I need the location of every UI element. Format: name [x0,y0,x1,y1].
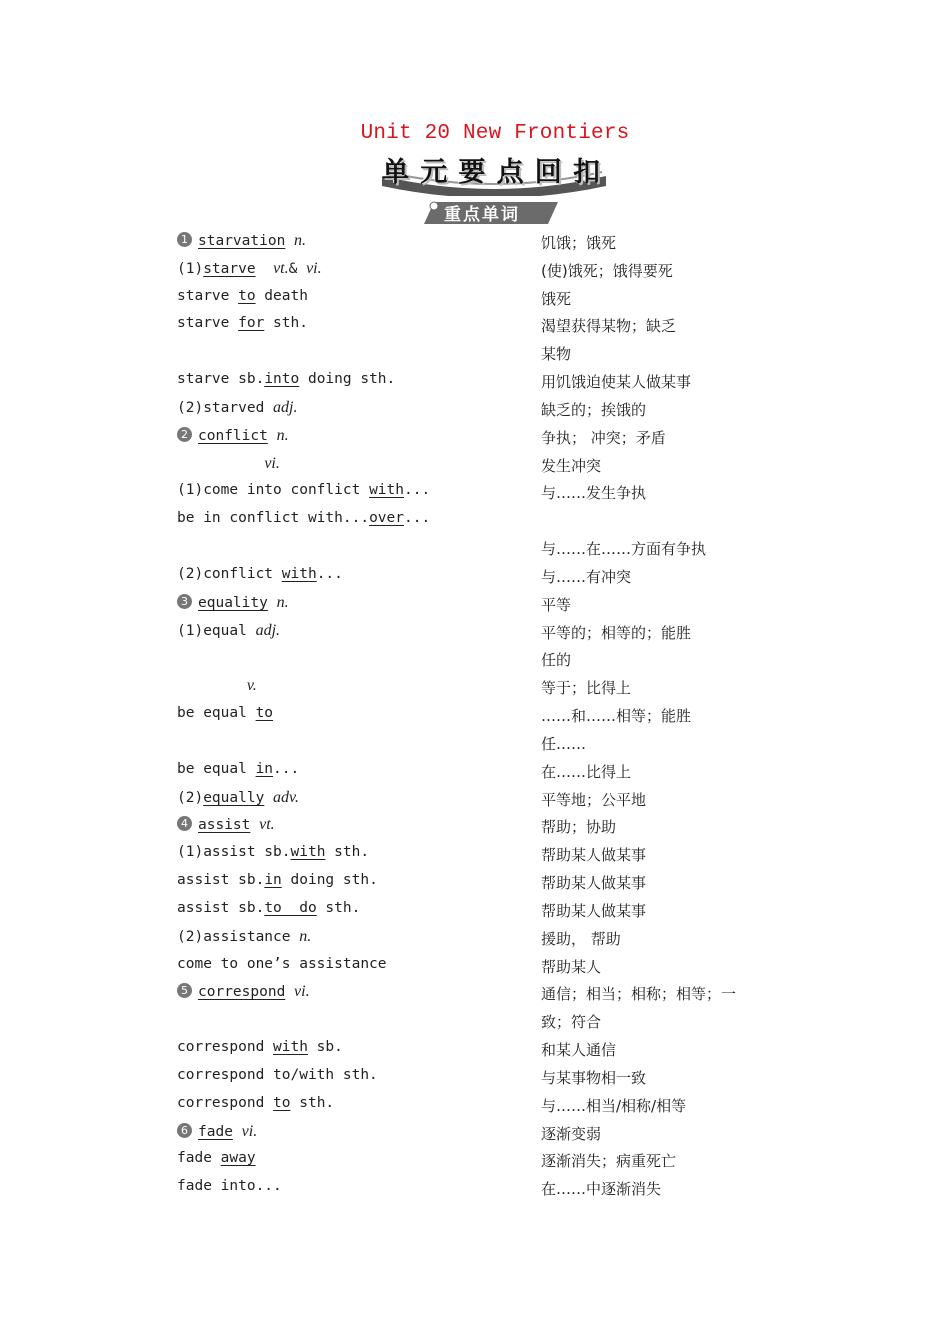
phrase-text: & [288,260,307,277]
blank-answer: in [264,872,282,889]
phrase-text [233,1124,242,1140]
phrase-text: sth. [316,899,361,916]
phrase-text: (1)assist sb. [177,844,291,861]
english-phrase [177,1178,282,1194]
phrase-text [250,817,259,833]
vocab-row [177,1011,777,1038]
phrase-text: starve [177,287,239,304]
vocab-row [177,510,777,537]
vocab-row [177,594,777,621]
vocab-row [177,677,777,704]
phrase-text [285,984,294,1000]
phrase-text: sth. [264,315,308,332]
english-phrase [177,427,289,445]
english-phrase [177,900,360,916]
section-title-key-words: 重点单词 [444,205,520,225]
phrase-text: assist sb. [177,899,265,916]
part-of-speech: n. [294,232,307,249]
part-of-speech: adv. [273,788,299,806]
english-phrase [177,677,257,695]
vocab-row [177,1095,777,1122]
english-phrase [177,482,430,498]
banner-char: 单 [382,157,411,188]
vocab-row [177,371,777,398]
blank-answer: correspond [198,984,286,1001]
phrase-text [285,233,294,249]
phrase-text: doing sth. [299,371,396,388]
entry-number-badge: 4 [177,816,192,831]
phrase-text: sth. [290,1094,335,1111]
part-of-speech: adj. [273,398,298,416]
phrase-text: starve [177,315,239,332]
chinese-meaning: 平等 [541,595,572,614]
chinese-meaning: 任的 [541,651,572,670]
phrase-text [264,790,273,806]
vocab-row [177,260,777,287]
phrase-text: ... [316,565,343,582]
english-phrase [177,232,306,250]
blank-answer: with [273,1039,308,1056]
english-phrase [177,844,369,860]
entry-number-badge: 6 [177,1123,192,1138]
part-of-speech: vi. [294,983,310,1001]
blank-answer: to do [264,899,317,916]
vocab-row [177,956,777,983]
phrase-text: death [255,287,308,304]
vocab-row [177,1178,777,1205]
banner-char: 扣 [572,157,602,188]
blank-answer: starve [203,260,256,277]
chinese-meaning: 渴望获得某物；缺乏 [541,317,677,336]
chinese-meaning: 在……中逐渐消失 [541,1180,662,1199]
blank-answer: away [220,1150,256,1167]
part-of-speech: v. [246,677,257,695]
phrase-text: correspond to/with sth. [177,1066,378,1083]
english-phrase [177,1123,257,1141]
chinese-meaning: 帮助某人 [541,957,602,976]
vocab-row [177,288,777,315]
blank-answer: conflict [198,427,268,444]
entry-number-badge: 3 [177,594,192,609]
phrase-text: ... [403,482,431,499]
part-of-speech: adj. [255,621,281,639]
part-of-speech: n. [276,426,289,444]
phrase-text: (2)assistance [177,928,300,945]
vocab-row [177,928,777,955]
chinese-meaning: 与……发生争执 [541,484,647,503]
banner-char: 点 [496,157,526,188]
vocab-row [177,232,777,259]
chinese-meaning: 争执； 冲突；矛盾 [541,428,666,447]
vocab-row [177,816,777,843]
blank-answer: with [281,565,317,582]
phrase-text: (2) [177,789,204,806]
chinese-meaning: 帮助某人做某事 [541,874,647,893]
phrase-text: (2)starved [177,399,274,416]
vocab-row [177,1150,777,1177]
english-phrase [177,1039,343,1055]
page-title: Unit 20 New Frontiers [360,122,630,145]
chinese-meaning: 用饥饿迫使某人做某事 [541,373,692,392]
chinese-meaning: 通信；相当；相称；相等；一 [541,985,737,1004]
vocab-row [177,733,777,760]
english-phrase [177,315,308,331]
chinese-meaning: 致；符合 [541,1013,602,1032]
chinese-meaning: 平等地；公平地 [541,790,647,809]
vocab-row [177,844,777,871]
vocab-row [177,1123,777,1150]
vocab-row [177,649,777,676]
chinese-meaning: 饿死 [541,289,572,308]
blank-answer: fade [198,1123,233,1140]
vocab-row [177,343,777,370]
vocab-row [177,427,777,454]
vocab-row [177,538,777,565]
chinese-meaning: 帮助；协助 [541,818,617,837]
phrase-text: correspond [177,1094,274,1111]
chinese-meaning: 饥饿；饿死 [541,234,617,252]
vocab-row [177,789,777,816]
vocab-row [177,872,777,899]
blank-answer: equality [198,594,268,611]
english-phrase [177,594,289,612]
phrase-text: doing sth. [281,872,378,889]
english-phrase [177,761,299,777]
blank-answer: assist [198,817,251,834]
vocab-row [177,1039,777,1066]
chinese-meaning: 等于；比得上 [541,679,632,698]
phrase-text: come to one’s assistance [177,955,387,972]
part-of-speech: vt. [259,816,275,834]
english-phrase [177,455,280,473]
english-phrase [177,956,387,972]
blank-answer: to [255,705,274,722]
part-of-speech: n. [299,927,312,945]
banner-char: 元 [420,157,450,188]
english-phrase [177,1095,334,1111]
blank-answer: with [369,482,404,499]
phrase-text: fade into... [177,1178,282,1195]
blank-answer: starvation [198,233,286,249]
chinese-meaning: 发生冲突 [541,456,602,475]
phrase-text: correspond [177,1039,274,1056]
phrase-text: fade [177,1150,221,1167]
english-phrase [177,1150,256,1166]
english-phrase [177,622,280,640]
banner-char: 回 [534,157,564,188]
blank-answer: equally [203,789,265,806]
part-of-speech: n. [276,593,289,611]
english-phrase [177,872,378,888]
vocab-row [177,900,777,927]
phrase-text: be equal [177,760,256,777]
phrase-text: ... [273,760,300,777]
vocab-row [177,705,777,732]
blank-answer: with [290,844,326,861]
chinese-meaning: 与……有冲突 [541,567,632,586]
vocab-row [177,983,777,1010]
chinese-meaning: (使)饿死；饿得要死 [541,261,673,280]
chinese-meaning: 逐渐变弱 [541,1124,602,1143]
blank-answer: to [238,287,256,304]
vocab-row [177,1067,777,1094]
blank-answer: to [273,1094,291,1111]
phrase-text [268,595,277,611]
phrase-text [268,428,277,444]
english-phrase [177,288,308,304]
blank-answer: in [255,760,274,777]
chinese-meaning: 逐渐消失；病重死亡 [541,1152,677,1171]
chinese-meaning: 与某事物相一致 [541,1068,647,1087]
part-of-speech: vi. [241,1122,258,1140]
banner-char: 要 [458,157,488,188]
chinese-meaning: 某物 [541,345,572,364]
phrase-text: sb. [307,1039,343,1056]
english-phrase [177,371,395,387]
english-phrase [177,510,430,526]
phrase-text [177,456,264,472]
chinese-meaning: ……和……相等；能胜 [541,707,692,726]
part-of-speech: vt. [273,259,289,277]
entry-number-badge: 5 [177,983,192,998]
chinese-meaning: 与……相当/相称/相等 [541,1096,687,1115]
english-phrase [177,983,310,1001]
chinese-meaning: 帮助某人做某事 [541,901,647,920]
chinese-meaning: 任…… [541,734,587,753]
chinese-meaning: 平等的；相等的；能胜 [541,623,692,642]
phrase-text: ... [403,510,431,527]
phrase-text [177,678,247,694]
unit-review-banner [382,150,602,189]
phrase-text: starve sb. [177,371,265,388]
english-phrase [177,260,322,278]
phrase-text: assist sb. [177,872,265,889]
blank-answer: over [369,510,404,527]
part-of-speech: vi. [306,259,322,277]
phrase-text: (1)equal [177,622,256,639]
chinese-meaning: 帮助某人做某事 [541,846,647,865]
english-phrase [177,399,297,417]
english-phrase [177,789,299,807]
vocab-row [177,566,777,593]
chinese-meaning: 在……比得上 [541,762,632,781]
chinese-meaning: 援助， 帮助 [541,929,621,948]
chinese-meaning: 与……在……方面有争执 [541,540,707,559]
english-phrase [177,705,273,721]
vocab-row [177,482,777,509]
english-phrase [177,1067,378,1083]
entry-number-badge: 1 [177,232,192,247]
phrase-text: be equal [177,705,256,722]
chinese-meaning: 和某人通信 [541,1041,617,1060]
blank-answer: into [264,371,300,388]
phrase-text: (1)come into conflict [177,482,370,499]
english-phrase [177,928,311,946]
vocab-row [177,455,777,482]
phrase-text: (1) [177,260,204,277]
part-of-speech: vi. [264,454,280,472]
phrase-text: be in conflict with... [177,510,370,527]
english-phrase [177,566,343,582]
vocab-row [177,399,777,426]
phrase-text [256,261,273,277]
english-phrase [177,816,275,834]
entry-number-badge: 2 [177,427,192,442]
blank-answer: for [238,315,265,332]
phrase-text: (2)conflict [177,565,282,582]
phrase-text: sth. [325,844,370,861]
chinese-meaning: 缺乏的；挨饿的 [541,400,647,419]
vocab-row [177,761,777,788]
vocab-row [177,622,777,649]
vocab-row [177,315,777,342]
